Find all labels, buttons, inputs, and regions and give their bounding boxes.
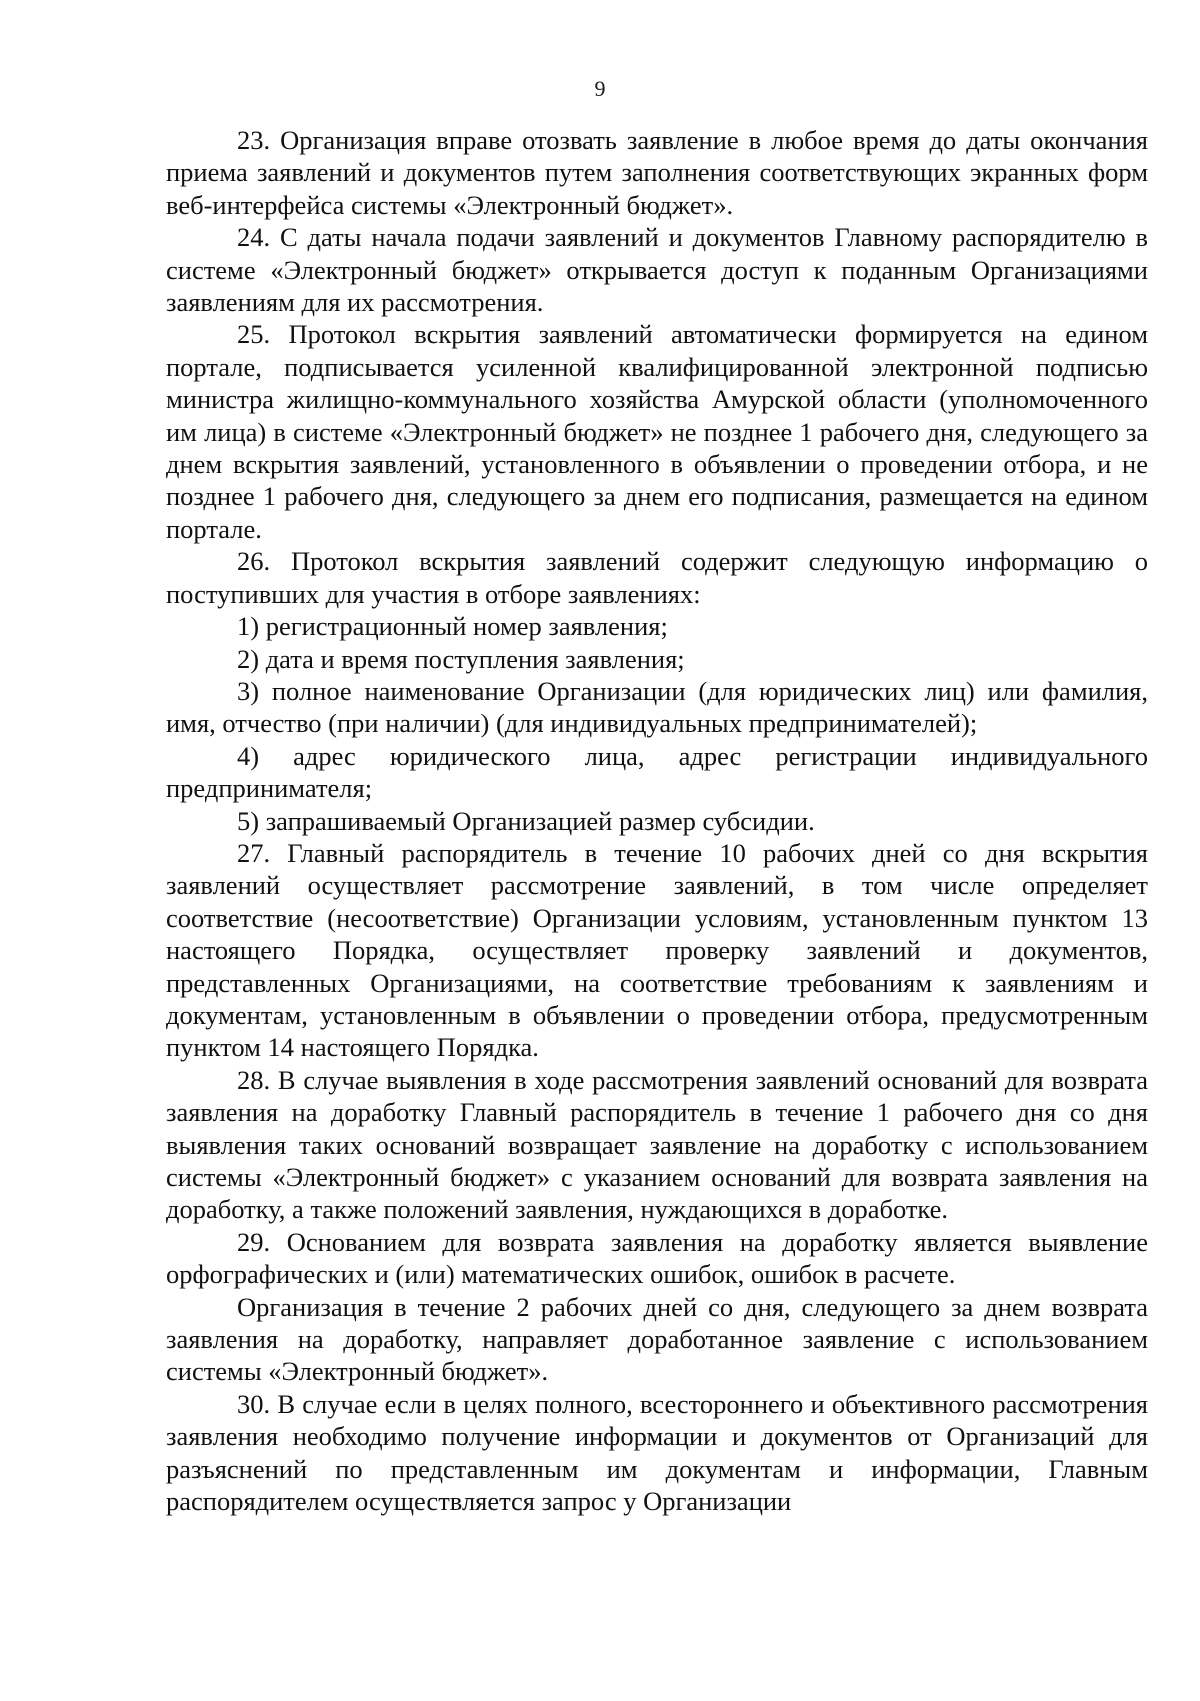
- list-item-4: 4) адрес юридического лица, адрес регистрации индивидуального предпринимателя;: [166, 740, 1148, 804]
- paragraph-30: 30. В случае если в целях полного, всестороннего и объективного рассмотрения заявления необходимо получение информации и документов от Организаций для разъяснений по представленным им документам и информации, Главным распорядителем осуществляется запрос у Организации: [166, 1388, 1148, 1517]
- paragraph-27: 27. Главный распорядитель в течение 10 рабочих дней со дня вскрытия заявлений осуществляет рассмотрение заявлений, в том числе определяет соответствие (несоответствие) Организации условиям, установленным пунктом 13 настоящего Порядка, осуществляет проверку заявлений и документов, представленных Организациями, на соответствие требованиям к заявлениям и документам, установленным в объявлении о проведении отбора, предусмотренным пунктом 14 настоящего Порядка.: [166, 837, 1148, 1063]
- list-item-5: 5) запрашиваемый Организацией размер субсидии.: [237, 805, 815, 836]
- document-body: [166, 124, 1148, 1517]
- paragraph-29: 29. Основанием для возврата заявления на доработку является выявление орфографических и (или) математических ошибок, ошибок в расчете.: [166, 1226, 1148, 1290]
- paragraph-28: 28. В случае выявления в ходе рассмотрения заявлений оснований для возврата заявления на доработку Главный распорядитель в течение 1 рабочего дня со дня выявления таких оснований возвращает заявление на доработку с использованием системы «Электронный бюджет» с указанием оснований для возврата заявления на доработку, а также положений заявления, нуждающихся в доработке.: [166, 1064, 1148, 1225]
- list-item-1: 1) регистрационный номер заявления;: [237, 611, 668, 642]
- paragraph-24: 24. С даты начала подачи заявлений и документов Главному распорядителю в системе «Электронный бюджет» открывается доступ к поданным Организациями заявлениям для их рассмотрения.: [166, 222, 1148, 318]
- list-item-2: 2) дата и время поступления заявления;: [237, 643, 685, 674]
- list-item-3: 3) полное наименование Организации (для юридических лиц) или фамилия, имя, отчество (при наличии) (для индивидуальных предпринимателей);: [166, 675, 1148, 739]
- paragraph-25: 25. Протокол вскрытия заявлений автоматически формируется на едином портале, подписывается усиленной квалифицированной электронной подписью министра жилищно-коммунального хозяйства Амурской области (уполномоченного им лица) в системе «Электронный бюджет» не позднее 1 рабочего дня, следующего за днем вскрытия заявлений, установленного в объявлении о проведении отбора, и не позднее 1 рабочего дня, следующего за днем его подписания, размещается на едином портале.: [166, 319, 1148, 544]
- page-number: 9: [594, 76, 606, 101]
- paragraph-29-continuation: Организация в течение 2 рабочих дней со дня, следующего за днем возврата заявления на доработку, направляет доработанное заявление с использованием системы «Электронный бюджет».: [166, 1291, 1148, 1387]
- paragraph-26: 26. Протокол вскрытия заявлений содержит следующую информацию о поступивших для участия в отборе заявлениях:: [166, 546, 1148, 609]
- paragraph-23: 23. Организация вправе отозвать заявление в любое время до даты окончания приема заявлений и документов путем заполнения соответствующих экранных форм веб-интерфейса системы «Электронный бюджет».: [166, 125, 1148, 220]
